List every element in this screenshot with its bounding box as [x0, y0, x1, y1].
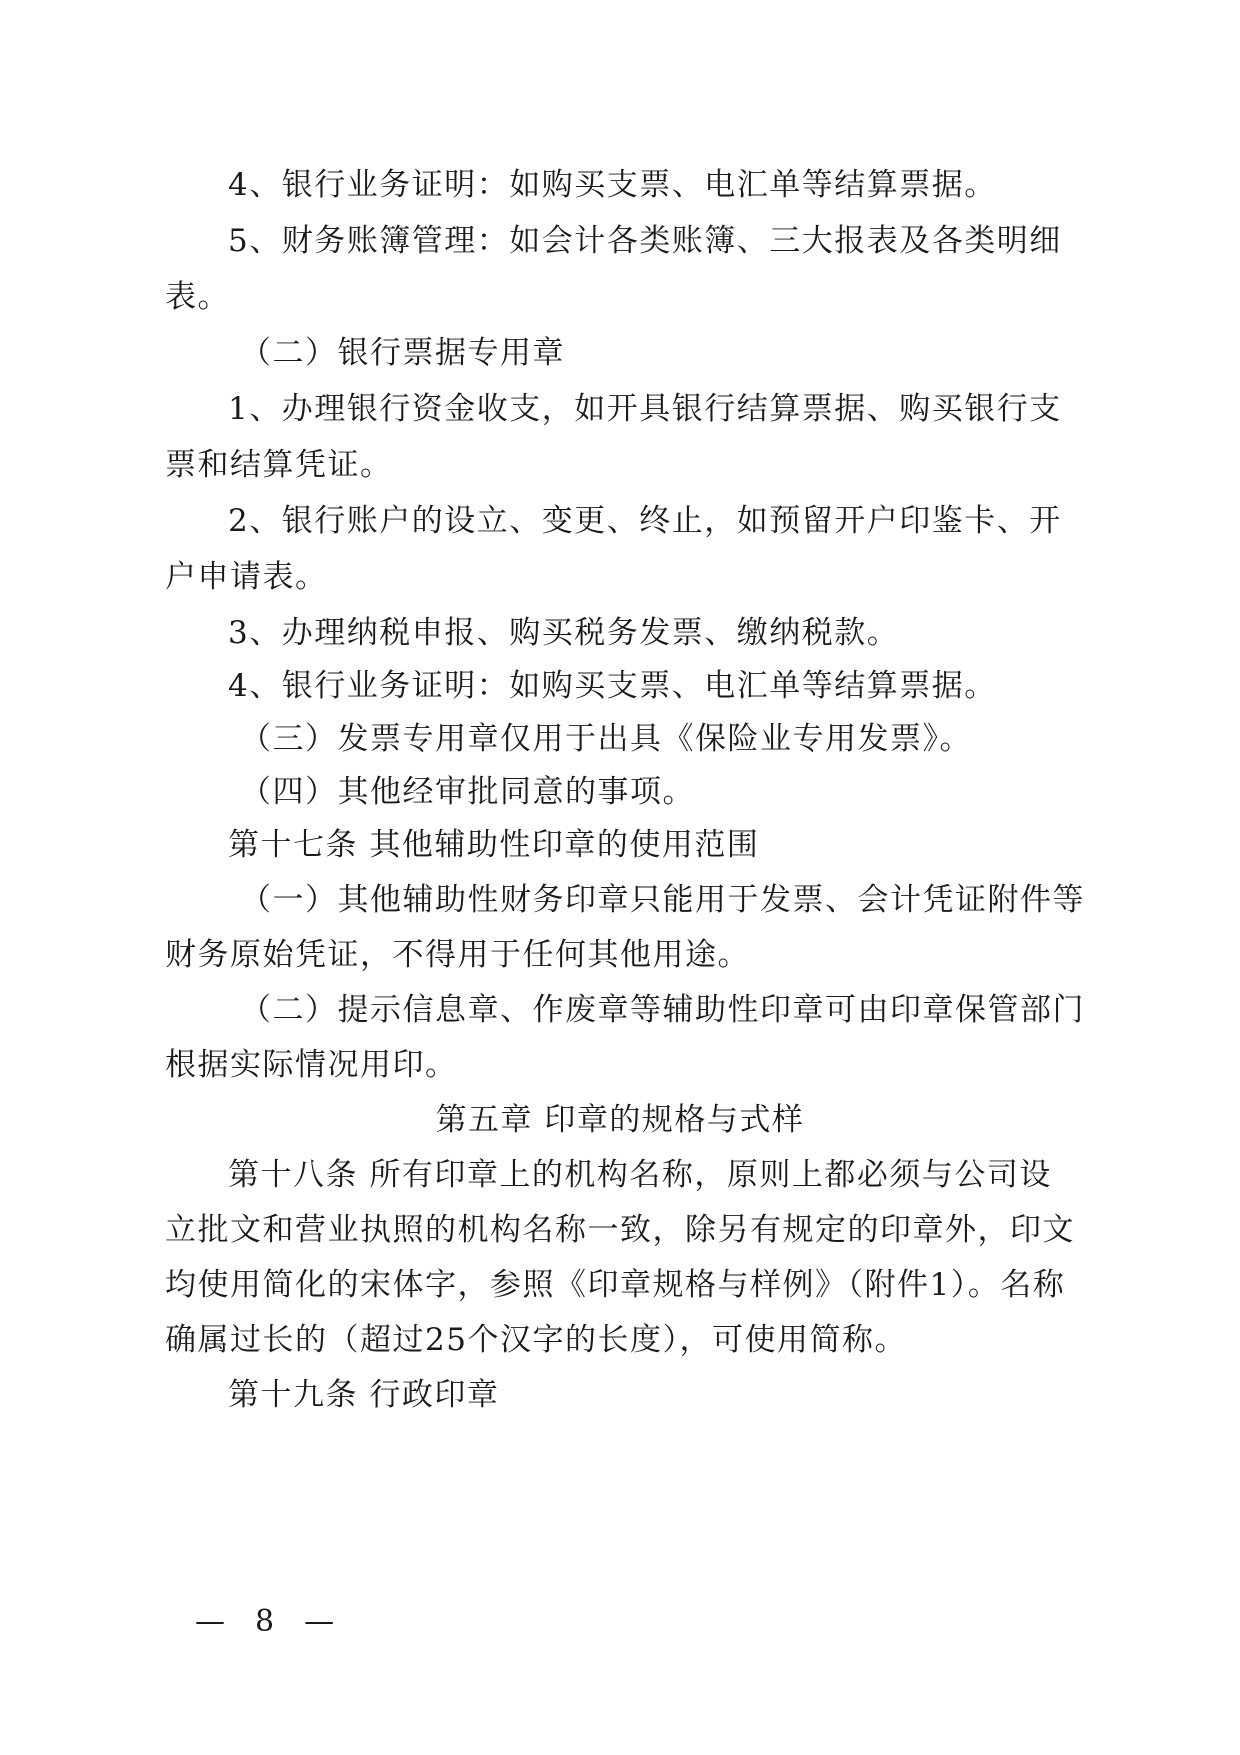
text-line: 5、财务账簿管理：如会计各类账簿、三大报表及各类明细	[228, 223, 1062, 259]
text-line: （四）其他经审批同意的事项。	[240, 774, 695, 810]
page-number: 8	[255, 1604, 275, 1639]
article-heading: 第十七条 其他辅助性印章的使用范围	[228, 827, 760, 863]
article-heading: 第十九条 行政印章	[228, 1377, 500, 1413]
text-line: 财务原始凭证，不得用于任何其他用途。	[165, 937, 750, 973]
text-line: 4、银行业务证明：如购买支票、电汇单等结算票据。	[228, 167, 997, 203]
footer-dash-right: —	[304, 1604, 335, 1639]
text-line: 2、银行账户的设立、变更、终止，如预留开户印鉴卡、开	[228, 503, 1062, 539]
text-line: 均使用简化的宋体字，参照《印章规格与样例》（附件1）。名称	[165, 1267, 1066, 1303]
text-line: 立批文和营业执照的机构名称一致，除另有规定的印章外，印文	[165, 1212, 1075, 1248]
footer-dash-left: —	[195, 1604, 225, 1639]
text-line: 3、办理纳税申报、购买税务发票、缴纳税款。	[228, 615, 900, 651]
text-line: 表。	[165, 279, 230, 315]
text-line: （一）其他辅助性财务印章只能用于发票、会计凭证附件等	[240, 882, 1085, 918]
article-heading: 第十八条 所有印章上的机构名称，原则上都必须与公司设	[228, 1157, 1052, 1193]
text-line: 根据实际情况用印。	[165, 1047, 458, 1083]
text-line: 确属过长的（超过25个汉字的长度），可使用简称。	[165, 1322, 907, 1358]
text-line: （二）提示信息章、作废章等辅助性印章可由印章保管部门	[240, 992, 1085, 1028]
text-line: 4、银行业务证明：如购买支票、电汇单等结算票据。	[228, 668, 997, 704]
page-footer	[190, 1602, 339, 1642]
chapter-title: 第五章 印章的规格与式样	[435, 1102, 805, 1138]
text-line: 户申请表。	[165, 559, 328, 595]
text-line: 票和结算凭证。	[165, 447, 393, 483]
text-line: 1、办理银行资金收支，如开具银行结算票据、购买银行支	[228, 391, 1062, 427]
section-heading: （二）银行票据专用章	[240, 335, 565, 371]
text-line: （三）发票专用章仅用于出具《保险业专用发票》。	[240, 721, 972, 757]
